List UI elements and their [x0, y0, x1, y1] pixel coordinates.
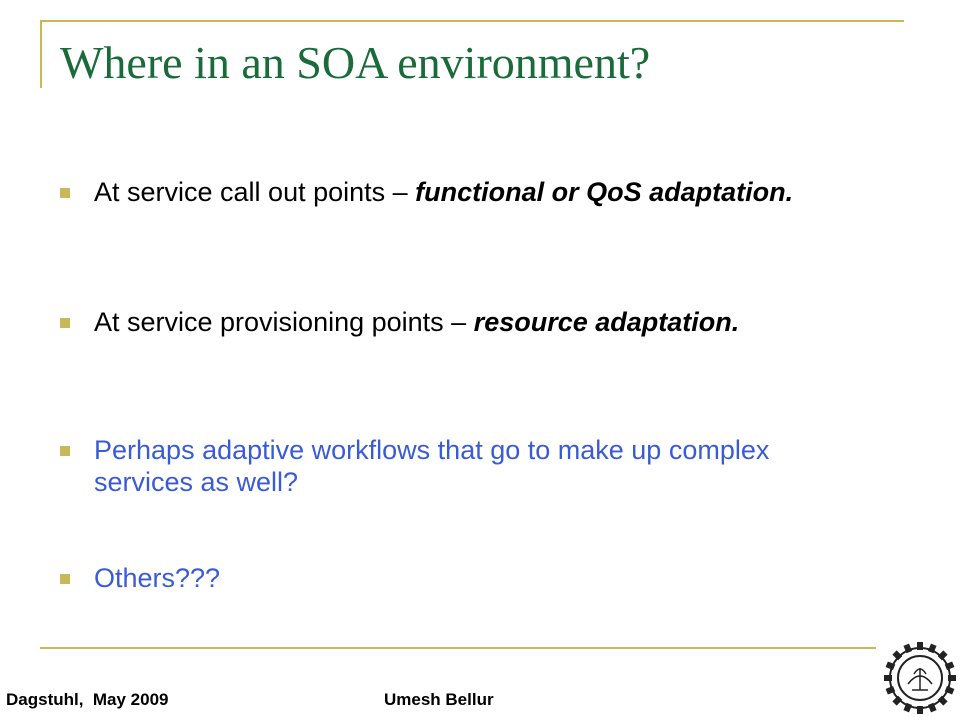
- bullet-text: Others???: [94, 563, 221, 593]
- bullet-item: [58, 434, 874, 498]
- bullet-text: Perhaps adaptive workflows that go to make up complex services as well?: [94, 435, 770, 497]
- bullet-item: [58, 562, 874, 594]
- square-bullet-icon: [60, 188, 70, 198]
- left-rule: [40, 20, 42, 88]
- bullet-text: At service call out points –: [94, 177, 416, 207]
- bullet-item: [58, 306, 874, 338]
- square-bullet-icon: [60, 446, 70, 456]
- institute-gear-seal-icon: [880, 638, 960, 718]
- top-rule: [40, 20, 904, 22]
- slide-title: Where in an SOA environment?: [60, 37, 651, 88]
- footer-event: Dagstuhl, May 2009: [6, 690, 169, 709]
- bullet-item: [58, 176, 874, 208]
- bullet-emphasis: functional or QoS adaptation.: [415, 177, 794, 207]
- bullet-emphasis: resource adaptation.: [473, 307, 740, 337]
- square-bullet-icon: [60, 574, 70, 584]
- square-bullet-icon: [60, 318, 70, 328]
- footer-author: Umesh Bellur: [384, 690, 494, 709]
- bottom-rule: [40, 647, 876, 649]
- bullet-text: At service provisioning points –: [94, 307, 474, 337]
